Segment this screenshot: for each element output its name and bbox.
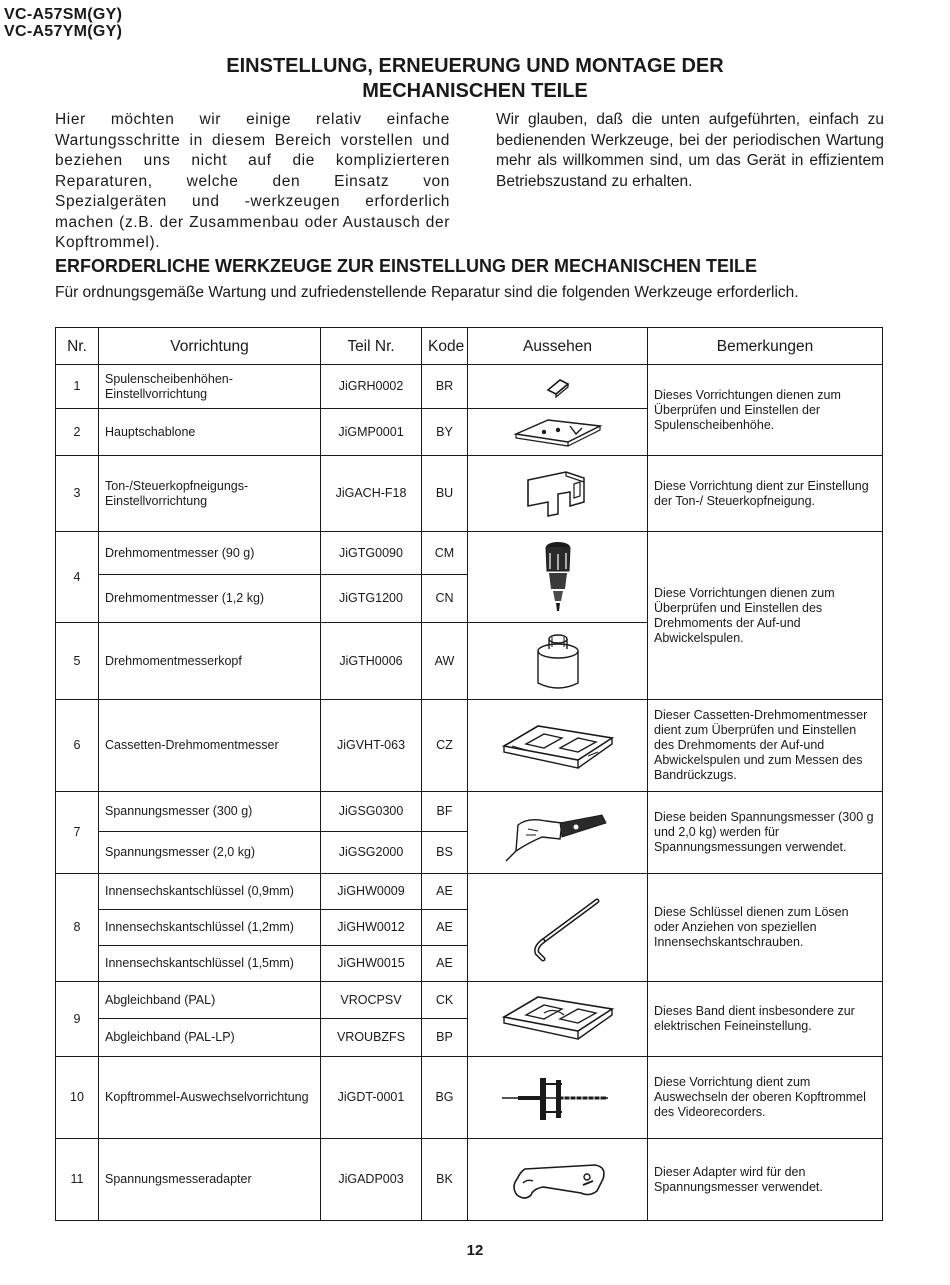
table-row	[56, 365, 883, 409]
table-row	[56, 1139, 883, 1221]
row-teil: JiGMP0001	[321, 409, 422, 456]
row-teil: JiGSG0300	[321, 792, 422, 832]
hex-key-icon	[513, 893, 603, 963]
section-description: Für ordnungsgemäße Wartung und zufriedenstellende Reparatur sind die folgenden Werkzeuge erforderlich.	[55, 284, 799, 301]
row-kode: BR	[422, 365, 468, 409]
row-name: Innensechskantschlüssel (0,9mm)	[99, 874, 321, 910]
row-teil: JiGDT-0001	[321, 1057, 422, 1139]
row-kode: BY	[422, 409, 468, 456]
row-name: Spannungsmesseradapter	[99, 1139, 321, 1221]
row-image	[468, 792, 648, 874]
title-line-2: MECHANISCHEN TEILE	[362, 80, 588, 102]
row-name: Spannungsmesser (300 g)	[99, 792, 321, 832]
row-kode: BP	[422, 1019, 468, 1057]
cassette-torque-icon	[498, 716, 618, 776]
row-nr: 4	[56, 532, 99, 623]
row-teil: JiGHW0015	[321, 946, 422, 982]
row-nr: 2	[56, 409, 99, 456]
row-kode: CK	[422, 982, 468, 1019]
row-kode: AE	[422, 874, 468, 910]
row-teil: JiGSG2000	[321, 832, 422, 874]
intro-left-paragraph: Hier möchten wir einige relativ einfache Wartungsschritte in diesem Bereich vorstellen und beziehen uns nicht auf die komplizierteren Reparaturen, welche den Einsatz von Spezialgeräten und -werkzeugen erforderlich machen (z.B. der Zusammenbau oder Austausch der Kopftrommel).	[55, 111, 450, 251]
row-remark: Diese Vorrichtungen dienen zum Überprüfen und Einstellen des Drehmoments der Auf-und Abwickelspulen.	[648, 532, 883, 700]
row-kode: AE	[422, 910, 468, 946]
row-kode: AW	[422, 623, 468, 700]
row-nr: 6	[56, 700, 99, 792]
row-teil: JiGACH-F18	[321, 456, 422, 532]
height-gauge-icon	[538, 372, 578, 402]
drum-changer-icon	[498, 1068, 618, 1128]
row-name: Innensechskantschlüssel (1,5mm)	[99, 946, 321, 982]
row-kode: BU	[422, 456, 468, 532]
row-remark: Diese Schlüssel dienen zum Lösen oder Anziehen von speziellen Innensechskantschrauben.	[648, 874, 883, 982]
row-image	[468, 700, 648, 792]
row-nr: 5	[56, 623, 99, 700]
row-image	[468, 456, 648, 532]
row-name: Drehmomentmesser (90 g)	[99, 532, 321, 575]
table-header-row	[56, 328, 883, 365]
row-remark: Diese Vorrichtung dient zum Auswechseln der oberen Kopftrommel des Videorecorders.	[648, 1057, 883, 1139]
row-kode: BF	[422, 792, 468, 832]
row-kode: CN	[422, 575, 468, 623]
row-nr: 10	[56, 1057, 99, 1139]
row-teil: JiGTG1200	[321, 575, 422, 623]
row-image	[468, 1139, 648, 1221]
row-teil: JiGTG0090	[321, 532, 422, 575]
row-remark: Dieses Band dient insbesondere zur elektrischen Feineinstellung.	[648, 982, 883, 1057]
row-image	[468, 365, 648, 409]
row-image	[468, 982, 648, 1057]
row-image	[468, 874, 648, 982]
row-name: Hauptschablone	[99, 409, 321, 456]
row-kode: BG	[422, 1057, 468, 1139]
row-image	[468, 409, 648, 456]
row-kode: BS	[422, 832, 468, 874]
row-nr: 1	[56, 365, 99, 409]
row-name: Kopftrommel-Auswechselvorrichtung	[99, 1057, 321, 1139]
model-number-1: VC-A57SM(GY)	[4, 6, 123, 23]
row-name: Drehmomentmesser (1,2 kg)	[99, 575, 321, 623]
row-nr: 8	[56, 874, 99, 982]
row-name: Abgleichband (PAL-LP)	[99, 1019, 321, 1057]
row-kode: AE	[422, 946, 468, 982]
header-nr: Nr.	[56, 328, 99, 365]
section-title: ERFORDERLICHE WERKZEUGE ZUR EINSTELLUNG DER MECHANISCHEN TEILE	[55, 256, 758, 276]
row-name: Spulenscheibenhöhen-Einstellvorrichtung	[99, 365, 321, 409]
row-teil: VROUBZFS	[321, 1019, 422, 1057]
row-remark: Dieses Vorrichtungen dienen zum Überprüfen und Einstellen der Spulenscheibenhöhe.	[648, 365, 883, 456]
row-remark: Dieser Adapter wird für den Spannungsmesser verwendet.	[648, 1139, 883, 1221]
row-kode: CZ	[422, 700, 468, 792]
row-remark: Diese beiden Spannungsmesser (300 g und 2,0 kg) werden für Spannungsmessungen verwendet.	[648, 792, 883, 874]
row-name: Abgleichband (PAL)	[99, 982, 321, 1019]
table-row	[56, 532, 883, 575]
row-name: Drehmomentmesserkopf	[99, 623, 321, 700]
tools-table	[55, 327, 883, 1221]
header-aussehen: Aussehen	[468, 328, 648, 365]
row-name: Innensechskantschlüssel (1,2mm)	[99, 910, 321, 946]
table-row	[56, 874, 883, 910]
header-teil-nr: Teil Nr.	[321, 328, 422, 365]
row-kode: CM	[422, 532, 468, 575]
row-image	[468, 1057, 648, 1139]
page-title	[0, 54, 950, 104]
tension-gauge-icon	[498, 803, 618, 863]
model-number-2: VC-A57YM(GY)	[4, 23, 123, 40]
row-remark: Diese Vorrichtung dient zur Einstellung der Ton-/ Steuerkopfneigung.	[648, 456, 883, 532]
row-name: Spannungsmesser (2,0 kg)	[99, 832, 321, 874]
table-row	[56, 1057, 883, 1139]
header-bemerkungen: Bemerkungen	[648, 328, 883, 365]
torque-head-icon	[530, 627, 586, 695]
row-name: Ton-/Steuerkopfneigungs-Einstellvorrichtung	[99, 456, 321, 532]
row-teil: JiGVHT-063	[321, 700, 422, 792]
page-number: 12	[466, 1242, 484, 1259]
row-remark: Dieser Cassetten-Drehmomentmesser dient zum Überprüfen und Einstellen des Drehmoments der Auf-und Abwickelspulen und zum Messen des Bandrückzugs.	[648, 700, 883, 792]
row-nr: 9	[56, 982, 99, 1057]
row-nr: 3	[56, 456, 99, 532]
torque-gauge-icon	[538, 537, 578, 617]
row-teil: JiGHW0009	[321, 874, 422, 910]
row-image	[468, 623, 648, 700]
alignment-tape-icon	[498, 989, 618, 1049]
header-kode: Kode	[422, 328, 468, 365]
row-teil: JiGTH0006	[321, 623, 422, 700]
model-numbers	[4, 6, 122, 40]
intro-right-paragraph: Wir glauben, daß die unten aufgeführten, einfach zu bedienenden Werkzeuge, bei der periodischen Wartung mehr als willkommen sind, um das Gerät in effizientem Betriebszustand zu erhalten.	[496, 111, 884, 190]
row-teil: JiGHW0012	[321, 910, 422, 946]
row-teil: JiGRH0002	[321, 365, 422, 409]
table-row	[56, 982, 883, 1019]
row-name: Cassetten-Drehmomentmesser	[99, 700, 321, 792]
row-kode: BK	[422, 1139, 468, 1221]
head-tilt-jig-icon	[518, 462, 598, 526]
header-vorrichtung: Vorrichtung	[99, 328, 321, 365]
row-nr: 7	[56, 792, 99, 874]
row-teil: JiGADP003	[321, 1139, 422, 1221]
table-row	[56, 792, 883, 832]
table-row	[56, 456, 883, 532]
adapter-icon	[503, 1155, 613, 1205]
master-plane-icon	[508, 412, 608, 452]
row-image	[468, 532, 648, 623]
row-nr: 11	[56, 1139, 99, 1221]
table-row	[56, 700, 883, 792]
title-line-1: EINSTELLUNG, ERNEUERUNG UND MONTAGE DER	[226, 55, 724, 77]
row-teil: VROCPSV	[321, 982, 422, 1019]
